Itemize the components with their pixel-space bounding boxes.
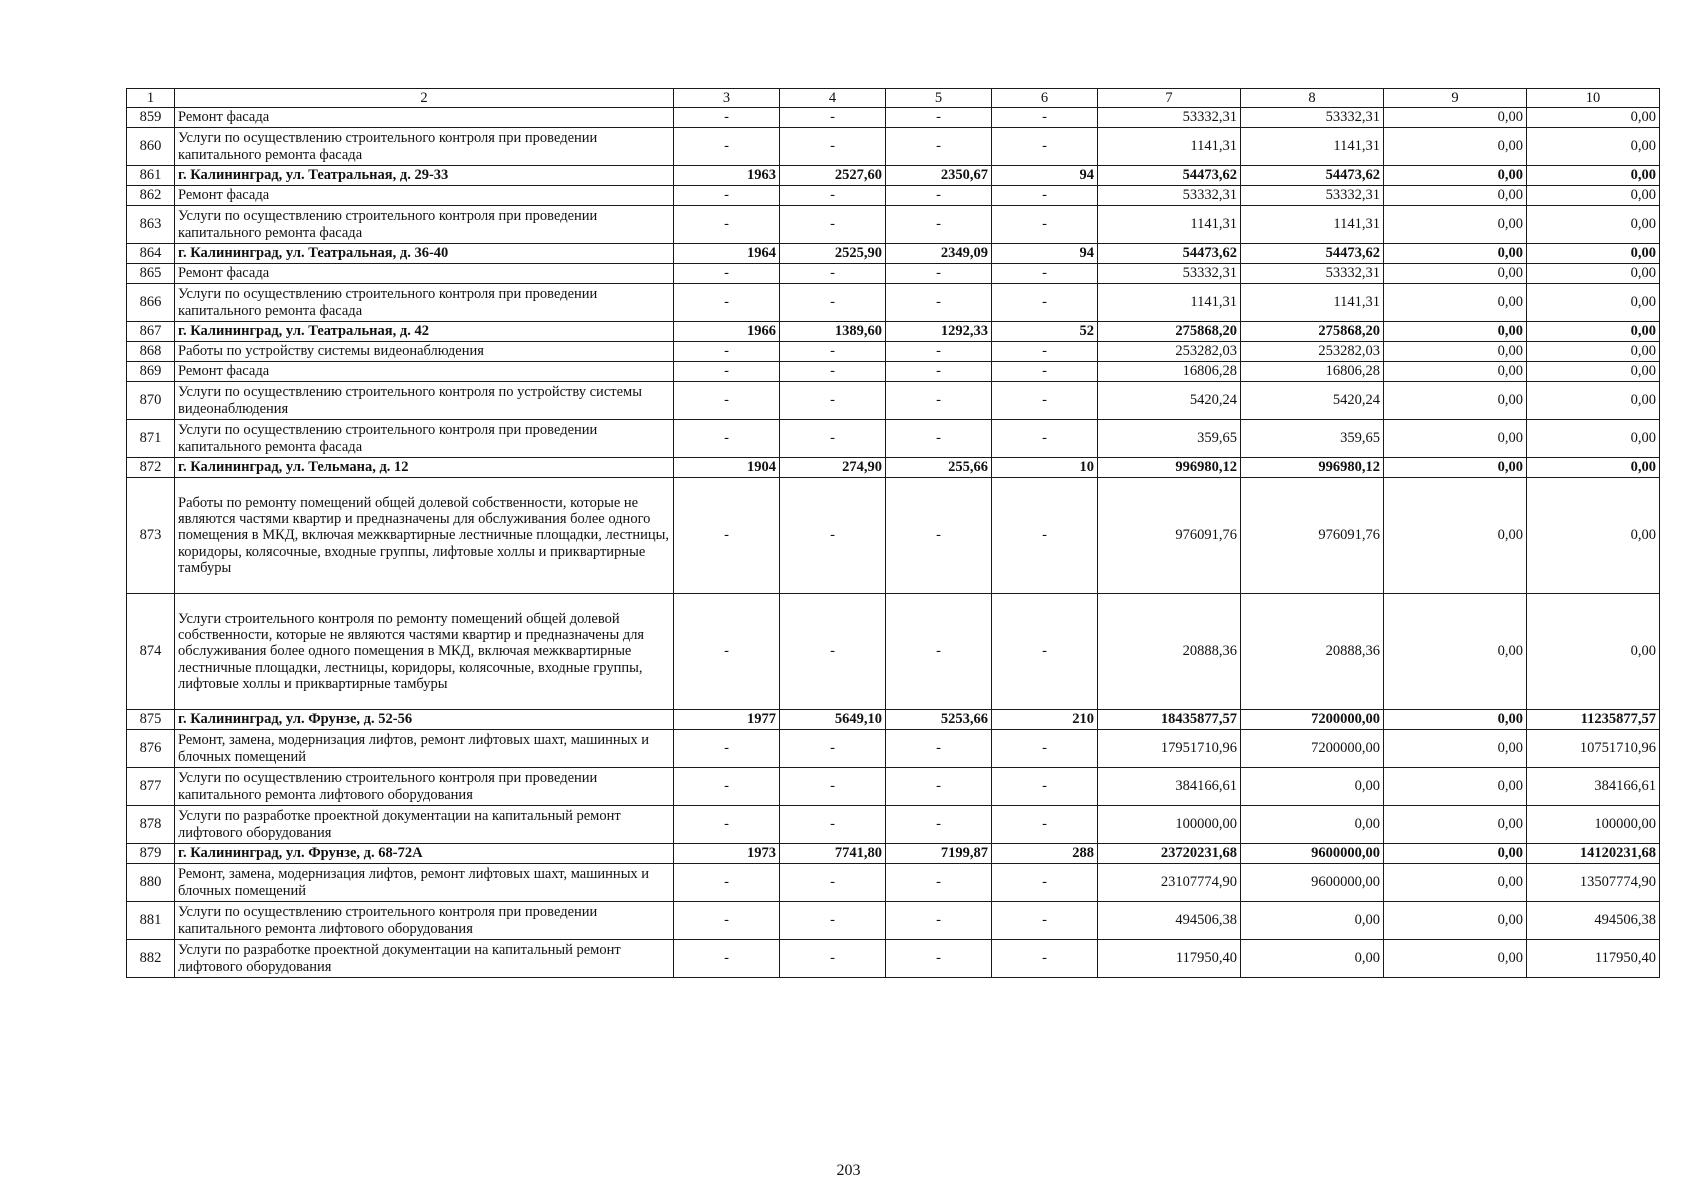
col-8-value: 16806,28	[1241, 362, 1384, 382]
col-8-value: 976091,76	[1241, 478, 1384, 594]
col-3-value: -	[674, 284, 780, 322]
header-cell: 4	[780, 89, 886, 108]
col-9-value: 0,00	[1384, 420, 1527, 458]
col-4-value: -	[780, 284, 886, 322]
work-item-row	[127, 806, 1660, 844]
col-8-value: 275868,20	[1241, 322, 1384, 342]
col-3-value: -	[674, 478, 780, 594]
col-3-value: -	[674, 206, 780, 244]
col-5-value: -	[886, 206, 992, 244]
col-5-value: -	[886, 902, 992, 940]
col-10-value: 0,00	[1527, 382, 1660, 420]
col-5-value: -	[886, 806, 992, 844]
col-10-value: 0,00	[1527, 244, 1660, 264]
col-5-value: -	[886, 478, 992, 594]
col-9-value: 0,00	[1384, 264, 1527, 284]
col-4-value: 274,90	[780, 458, 886, 478]
row-description: г. Калининград, ул. Театральная, д. 36-40	[175, 244, 674, 264]
col-10-value: 10751710,96	[1527, 730, 1660, 768]
col-5-value: -	[886, 264, 992, 284]
col-3-value: -	[674, 264, 780, 284]
col-6-value: 210	[992, 710, 1098, 730]
col-5-value: 255,66	[886, 458, 992, 478]
work-item-row	[127, 940, 1660, 978]
work-item-row	[127, 206, 1660, 244]
col-5-value: -	[886, 284, 992, 322]
col-6-value: -	[992, 864, 1098, 902]
column-number-header-row	[127, 89, 1660, 108]
col-5-value: -	[886, 342, 992, 362]
col-10-value: 0,00	[1527, 478, 1660, 594]
work-item-row	[127, 186, 1660, 206]
col-5-value: 2350,67	[886, 166, 992, 186]
col-8-value: 53332,31	[1241, 264, 1384, 284]
row-description: Ремонт, замена, модернизация лифтов, ремонт лифтовых шахт, машинных и блочных помещений	[175, 730, 674, 768]
col-8-value: 7200000,00	[1241, 730, 1384, 768]
row-description: Услуги по осуществлению строительного контроля при проведении капитального ремонта фасада	[175, 284, 674, 322]
row-description: г. Калининград, ул. Театральная, д. 42	[175, 322, 674, 342]
col-4-value: -	[780, 382, 886, 420]
header-cell: 3	[674, 89, 780, 108]
row-number: 881	[127, 902, 175, 940]
col-4-value: -	[780, 768, 886, 806]
col-6-value: -	[992, 108, 1098, 128]
col-3-value: -	[674, 768, 780, 806]
col-6-value: -	[992, 362, 1098, 382]
col-5-value: -	[886, 594, 992, 710]
col-7-value: 117950,40	[1098, 940, 1241, 978]
col-4-value: -	[780, 730, 886, 768]
row-number: 861	[127, 166, 175, 186]
col-5-value: 7199,87	[886, 844, 992, 864]
work-item-row	[127, 594, 1660, 710]
capital-repair-table	[126, 88, 1660, 978]
col-9-value: 0,00	[1384, 844, 1527, 864]
col-7-value: 359,65	[1098, 420, 1241, 458]
row-number: 866	[127, 284, 175, 322]
col-3-value: -	[674, 420, 780, 458]
col-9-value: 0,00	[1384, 206, 1527, 244]
row-number: 869	[127, 362, 175, 382]
col-10-value: 0,00	[1527, 166, 1660, 186]
col-9-value: 0,00	[1384, 186, 1527, 206]
row-number: 882	[127, 940, 175, 978]
col-8-value: 9600000,00	[1241, 844, 1384, 864]
col-7-value: 16806,28	[1098, 362, 1241, 382]
col-4-value: -	[780, 940, 886, 978]
col-3-value: -	[674, 342, 780, 362]
col-5-value: -	[886, 382, 992, 420]
col-6-value: -	[992, 382, 1098, 420]
col-10-value: 100000,00	[1527, 806, 1660, 844]
col-9-value: 0,00	[1384, 166, 1527, 186]
col-6-value: -	[992, 806, 1098, 844]
work-item-row	[127, 478, 1660, 594]
col-6-value: -	[992, 206, 1098, 244]
col-3-value: -	[674, 186, 780, 206]
col-8-value: 20888,36	[1241, 594, 1384, 710]
col-9-value: 0,00	[1384, 458, 1527, 478]
col-6-value: -	[992, 128, 1098, 166]
work-item-row	[127, 420, 1660, 458]
col-7-value: 20888,36	[1098, 594, 1241, 710]
col-4-value: -	[780, 108, 886, 128]
col-10-value: 117950,40	[1527, 940, 1660, 978]
row-number: 865	[127, 264, 175, 284]
row-number: 874	[127, 594, 175, 710]
row-number: 863	[127, 206, 175, 244]
col-10-value: 0,00	[1527, 420, 1660, 458]
col-5-value: -	[886, 186, 992, 206]
work-item-row	[127, 864, 1660, 902]
col-3-value: -	[674, 730, 780, 768]
col-9-value: 0,00	[1384, 128, 1527, 166]
col-5-value: 2349,09	[886, 244, 992, 264]
col-7-value: 17951710,96	[1098, 730, 1241, 768]
col-5-value: -	[886, 420, 992, 458]
col-9-value: 0,00	[1384, 864, 1527, 902]
row-number: 860	[127, 128, 175, 166]
col-4-value: -	[780, 186, 886, 206]
col-10-value: 384166,61	[1527, 768, 1660, 806]
row-number: 876	[127, 730, 175, 768]
col-7-value: 253282,03	[1098, 342, 1241, 362]
col-8-value: 0,00	[1241, 902, 1384, 940]
work-item-row	[127, 768, 1660, 806]
col-7-value: 384166,61	[1098, 768, 1241, 806]
col-3-value: -	[674, 128, 780, 166]
col-10-value: 0,00	[1527, 264, 1660, 284]
col-9-value: 0,00	[1384, 806, 1527, 844]
col-8-value: 1141,31	[1241, 284, 1384, 322]
col-5-value: -	[886, 730, 992, 768]
col-9-value: 0,00	[1384, 940, 1527, 978]
col-4-value: -	[780, 362, 886, 382]
col-4-value: -	[780, 594, 886, 710]
col-9-value: 0,00	[1384, 710, 1527, 730]
row-number: 875	[127, 710, 175, 730]
col-10-value: 0,00	[1527, 108, 1660, 128]
col-8-value: 5420,24	[1241, 382, 1384, 420]
address-row	[127, 458, 1660, 478]
col-9-value: 0,00	[1384, 478, 1527, 594]
row-number: 878	[127, 806, 175, 844]
col-6-value: 10	[992, 458, 1098, 478]
col-7-value: 976091,76	[1098, 478, 1241, 594]
row-description: г. Калининград, ул. Тельмана, д. 12	[175, 458, 674, 478]
col-4-value: -	[780, 206, 886, 244]
header-cell: 9	[1384, 89, 1527, 108]
row-description: г. Калининград, ул. Фрунзе, д. 68-72А	[175, 844, 674, 864]
col-10-value: 0,00	[1527, 284, 1660, 322]
col-10-value: 0,00	[1527, 322, 1660, 342]
col-10-value: 14120231,68	[1527, 844, 1660, 864]
col-7-value: 494506,38	[1098, 902, 1241, 940]
col-6-value: -	[992, 264, 1098, 284]
row-number: 873	[127, 478, 175, 594]
col-3-value: 1964	[674, 244, 780, 264]
row-description: г. Калининград, ул. Фрунзе, д. 52-56	[175, 710, 674, 730]
col-10-value: 13507774,90	[1527, 864, 1660, 902]
page-number: 203	[836, 1162, 861, 1179]
address-row	[127, 710, 1660, 730]
row-number: 870	[127, 382, 175, 420]
row-description: Услуги по осуществлению строительного контроля по устройству системы видеонаблюдения	[175, 382, 674, 420]
row-number: 877	[127, 768, 175, 806]
col-8-value: 0,00	[1241, 768, 1384, 806]
col-6-value: 94	[992, 166, 1098, 186]
col-9-value: 0,00	[1384, 902, 1527, 940]
header-cell: 7	[1098, 89, 1241, 108]
row-description: Услуги по осуществлению строительного контроля при проведении капитального ремонта фасада	[175, 128, 674, 166]
col-7-value: 100000,00	[1098, 806, 1241, 844]
row-description: Услуги по разработке проектной документации на капитальный ремонт лифтового оборудования	[175, 940, 674, 978]
work-item-row	[127, 108, 1660, 128]
col-9-value: 0,00	[1384, 244, 1527, 264]
col-6-value: 52	[992, 322, 1098, 342]
col-10-value: 0,00	[1527, 362, 1660, 382]
row-description: Услуги по осуществлению строительного контроля при проведении капитального ремонта лифтового оборудования	[175, 902, 674, 940]
col-10-value: 11235877,57	[1527, 710, 1660, 730]
col-7-value: 23720231,68	[1098, 844, 1241, 864]
col-8-value: 54473,62	[1241, 244, 1384, 264]
col-7-value: 54473,62	[1098, 166, 1241, 186]
col-8-value: 0,00	[1241, 806, 1384, 844]
row-description: Работы по устройству системы видеонаблюдения	[175, 342, 674, 362]
col-5-value: -	[886, 128, 992, 166]
col-4-value: -	[780, 478, 886, 594]
col-9-value: 0,00	[1384, 108, 1527, 128]
row-description: Ремонт фасада	[175, 362, 674, 382]
row-number: 868	[127, 342, 175, 362]
col-5-value: -	[886, 108, 992, 128]
col-9-value: 0,00	[1384, 730, 1527, 768]
work-item-row	[127, 362, 1660, 382]
col-8-value: 1141,31	[1241, 128, 1384, 166]
row-description: Ремонт фасада	[175, 108, 674, 128]
col-5-value: -	[886, 940, 992, 978]
row-number: 880	[127, 864, 175, 902]
row-number: 864	[127, 244, 175, 264]
col-6-value: -	[992, 478, 1098, 594]
col-8-value: 9600000,00	[1241, 864, 1384, 902]
col-4-value: -	[780, 864, 886, 902]
col-7-value: 54473,62	[1098, 244, 1241, 264]
row-description: Ремонт, замена, модернизация лифтов, ремонт лифтовых шахт, машинных и блочных помещений	[175, 864, 674, 902]
work-item-row	[127, 382, 1660, 420]
header-cell: 2	[175, 89, 674, 108]
col-3-value: 1904	[674, 458, 780, 478]
col-3-value: -	[674, 864, 780, 902]
col-6-value: -	[992, 186, 1098, 206]
col-6-value: -	[992, 940, 1098, 978]
col-3-value: 1963	[674, 166, 780, 186]
col-3-value: -	[674, 806, 780, 844]
col-4-value: 7741,80	[780, 844, 886, 864]
col-6-value: -	[992, 284, 1098, 322]
work-item-row	[127, 342, 1660, 362]
col-9-value: 0,00	[1384, 284, 1527, 322]
col-4-value: 1389,60	[780, 322, 886, 342]
row-description: Услуги по осуществлению строительного контроля при проведении капитального ремонта фасада	[175, 420, 674, 458]
row-description: Ремонт фасада	[175, 264, 674, 284]
col-7-value: 5420,24	[1098, 382, 1241, 420]
col-3-value: 1966	[674, 322, 780, 342]
work-item-row	[127, 284, 1660, 322]
col-7-value: 23107774,90	[1098, 864, 1241, 902]
col-9-value: 0,00	[1384, 342, 1527, 362]
row-number: 879	[127, 844, 175, 864]
header-cell: 10	[1527, 89, 1660, 108]
col-7-value: 1141,31	[1098, 206, 1241, 244]
col-6-value: -	[992, 768, 1098, 806]
col-9-value: 0,00	[1384, 322, 1527, 342]
row-description: Услуги по осуществлению строительного контроля при проведении капитального ремонта фасада	[175, 206, 674, 244]
row-number: 871	[127, 420, 175, 458]
address-row	[127, 244, 1660, 264]
address-row	[127, 844, 1660, 864]
col-8-value: 253282,03	[1241, 342, 1384, 362]
address-row	[127, 322, 1660, 342]
col-7-value: 275868,20	[1098, 322, 1241, 342]
col-10-value: 0,00	[1527, 128, 1660, 166]
col-6-value: -	[992, 594, 1098, 710]
row-description: Ремонт фасада	[175, 186, 674, 206]
row-description: Услуги по разработке проектной документации на капитальный ремонт лифтового оборудования	[175, 806, 674, 844]
work-item-row	[127, 730, 1660, 768]
col-6-value: 94	[992, 244, 1098, 264]
col-3-value: -	[674, 362, 780, 382]
col-10-value: 0,00	[1527, 342, 1660, 362]
col-5-value: -	[886, 864, 992, 902]
col-8-value: 53332,31	[1241, 186, 1384, 206]
col-4-value: -	[780, 902, 886, 940]
address-row	[127, 166, 1660, 186]
col-5-value: 5253,66	[886, 710, 992, 730]
col-9-value: 0,00	[1384, 594, 1527, 710]
col-3-value: 1973	[674, 844, 780, 864]
col-8-value: 1141,31	[1241, 206, 1384, 244]
header-cell: 1	[127, 89, 175, 108]
work-item-row	[127, 902, 1660, 940]
col-3-value: -	[674, 594, 780, 710]
col-8-value: 0,00	[1241, 940, 1384, 978]
col-9-value: 0,00	[1384, 362, 1527, 382]
col-5-value: 1292,33	[886, 322, 992, 342]
col-10-value: 494506,38	[1527, 902, 1660, 940]
col-9-value: 0,00	[1384, 768, 1527, 806]
header-cell: 5	[886, 89, 992, 108]
col-4-value: -	[780, 806, 886, 844]
row-number: 859	[127, 108, 175, 128]
col-7-value: 996980,12	[1098, 458, 1241, 478]
work-item-row	[127, 128, 1660, 166]
col-4-value: 5649,10	[780, 710, 886, 730]
col-8-value: 53332,31	[1241, 108, 1384, 128]
row-description: Работы по ремонту помещений общей долевой собственности, которые не являются частями квартир и предназначены для обслуживания более одного помещения в МКД, включая межквартирные лестничные площадки, лестницы, коридоры, колясочные, входные группы, лифтовые холлы и приквартирные тамбуры	[175, 478, 674, 594]
header-cell: 6	[992, 89, 1098, 108]
col-3-value: -	[674, 108, 780, 128]
col-8-value: 359,65	[1241, 420, 1384, 458]
col-7-value: 18435877,57	[1098, 710, 1241, 730]
col-3-value: 1977	[674, 710, 780, 730]
table-body	[127, 89, 1660, 978]
col-6-value: -	[992, 730, 1098, 768]
row-description: Услуги по осуществлению строительного контроля при проведении капитального ремонта лифтового оборудования	[175, 768, 674, 806]
work-item-row	[127, 264, 1660, 284]
col-3-value: -	[674, 902, 780, 940]
row-number: 867	[127, 322, 175, 342]
col-4-value: -	[780, 420, 886, 458]
col-4-value: -	[780, 342, 886, 362]
col-10-value: 0,00	[1527, 206, 1660, 244]
col-10-value: 0,00	[1527, 594, 1660, 710]
col-8-value: 7200000,00	[1241, 710, 1384, 730]
col-6-value: -	[992, 902, 1098, 940]
col-6-value: -	[992, 420, 1098, 458]
col-3-value: -	[674, 382, 780, 420]
col-7-value: 53332,31	[1098, 186, 1241, 206]
col-5-value: -	[886, 362, 992, 382]
col-7-value: 1141,31	[1098, 128, 1241, 166]
col-10-value: 0,00	[1527, 458, 1660, 478]
col-6-value: 288	[992, 844, 1098, 864]
col-4-value: 2525,90	[780, 244, 886, 264]
col-5-value: -	[886, 768, 992, 806]
col-7-value: 53332,31	[1098, 108, 1241, 128]
col-8-value: 54473,62	[1241, 166, 1384, 186]
col-7-value: 53332,31	[1098, 264, 1241, 284]
row-number: 862	[127, 186, 175, 206]
row-number: 872	[127, 458, 175, 478]
col-8-value: 996980,12	[1241, 458, 1384, 478]
row-description: Услуги строительного контроля по ремонту помещений общей долевой собственности, которые не являются частями квартир и предназначены для обслуживания более одного помещения в МКД, включая межквартирные лестничные площадки, лестницы, коридоры, колясочные, входные группы, лифтовые холлы и приквартирные тамбуры	[175, 594, 674, 710]
col-3-value: -	[674, 940, 780, 978]
col-4-value: 2527,60	[780, 166, 886, 186]
header-cell: 8	[1241, 89, 1384, 108]
col-9-value: 0,00	[1384, 382, 1527, 420]
col-4-value: -	[780, 128, 886, 166]
col-6-value: -	[992, 342, 1098, 362]
row-description: г. Калининград, ул. Театральная, д. 29-33	[175, 166, 674, 186]
col-7-value: 1141,31	[1098, 284, 1241, 322]
col-10-value: 0,00	[1527, 186, 1660, 206]
col-4-value: -	[780, 264, 886, 284]
